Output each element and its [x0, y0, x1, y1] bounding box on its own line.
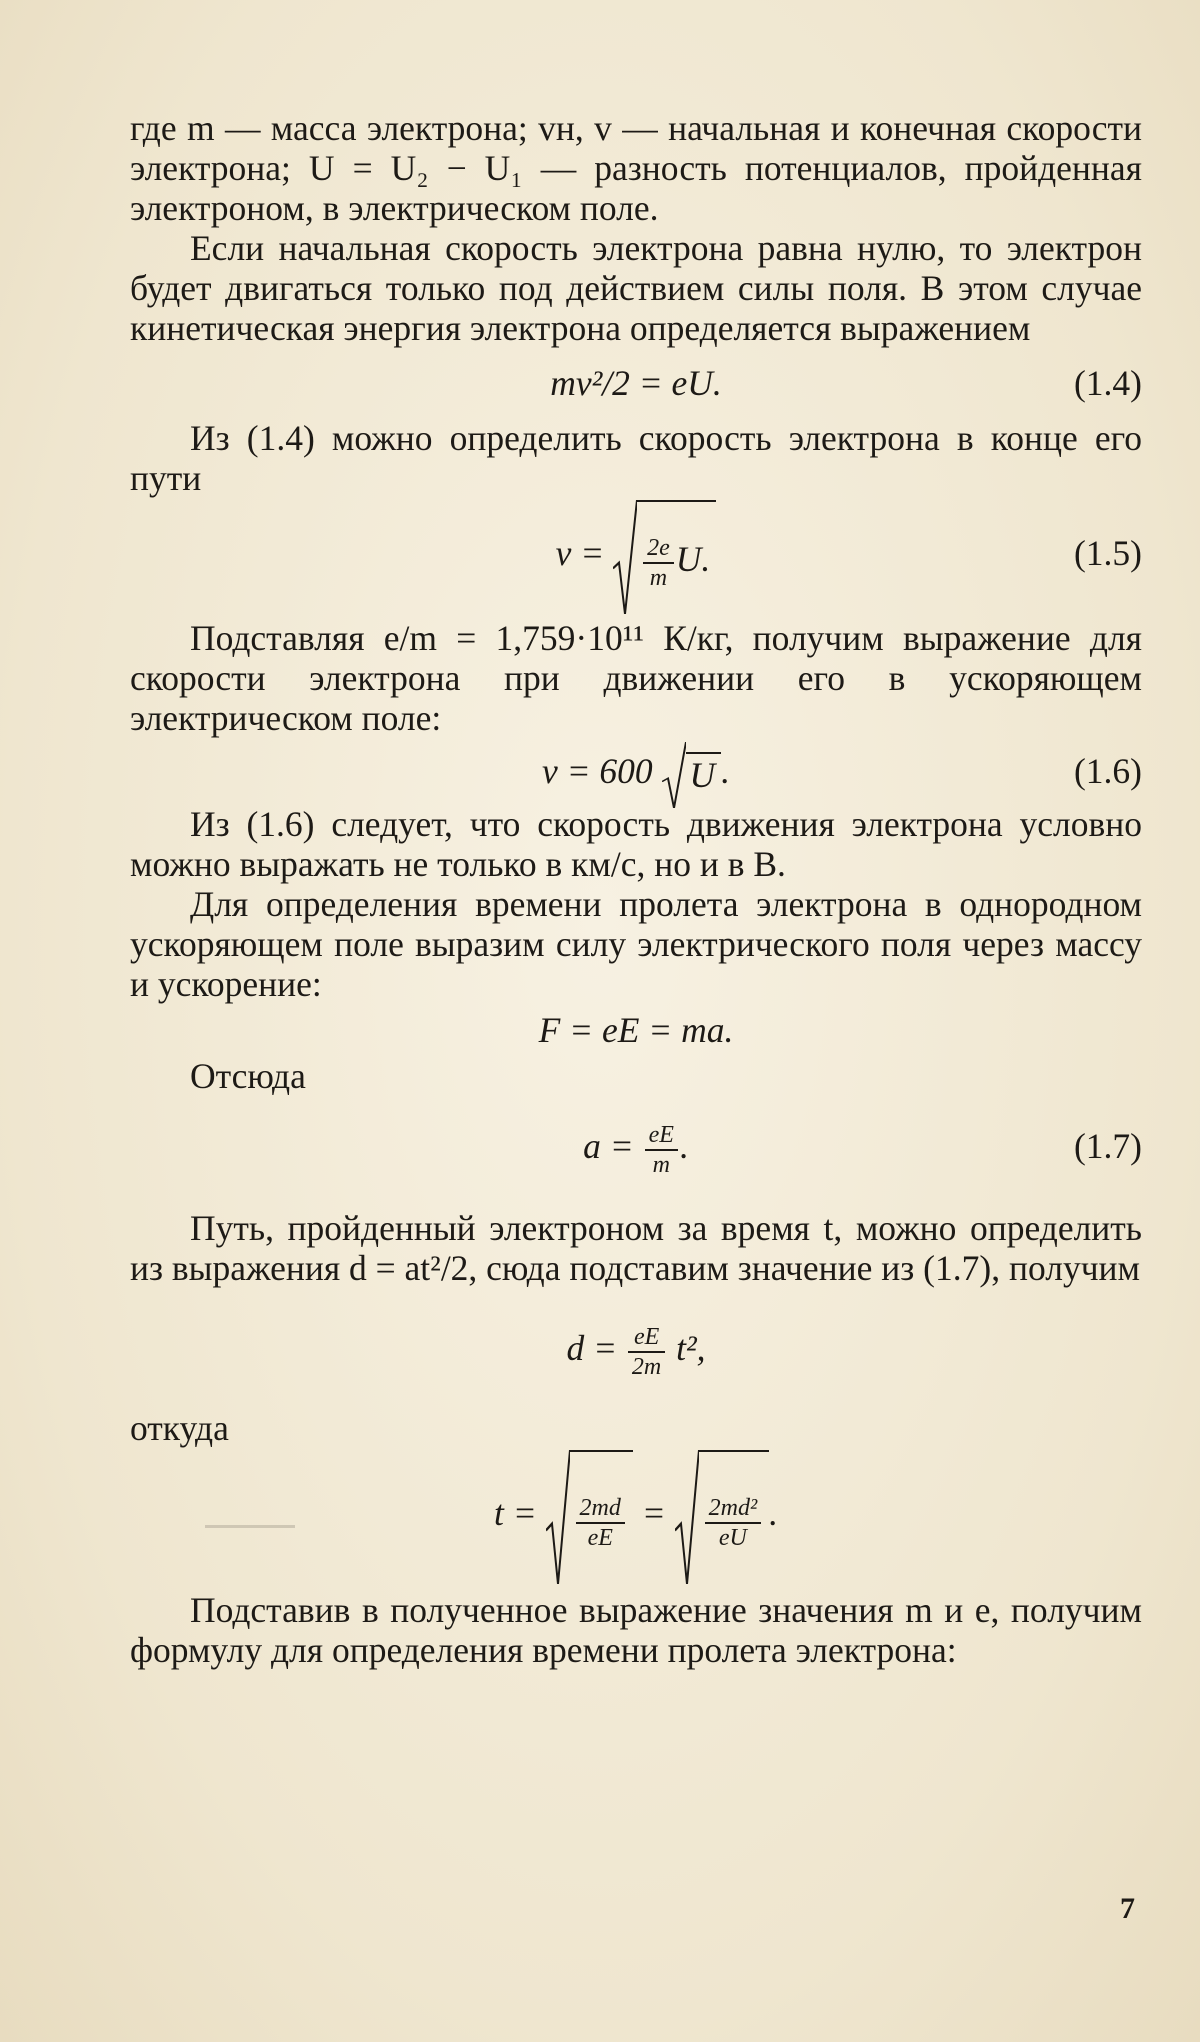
eqd-lhs: d = [566, 1328, 618, 1368]
eq17-lhs: a = [583, 1126, 634, 1166]
paragraph-2: Если начальная скорость электрона равна нулю, то электрон будет двигаться только под действием силы поля. В этом случае кинетическая энергия электрона определяется выражением [130, 228, 1142, 348]
page-number: 7 [1120, 1892, 1135, 1925]
paragraph-6: Для определения времени пролета электрона в однородном ускоряющем поле выразим силу электрического поля через массу и ускорение: [130, 884, 1142, 1004]
eqt-end: . [769, 1493, 779, 1533]
eqt-denominator-1: eE [587, 1524, 613, 1551]
eq15-numerator: 2e [643, 534, 674, 564]
eqt-lhs: t = [493, 1493, 537, 1533]
equation-1-4 [130, 348, 1142, 418]
radical-sign-icon [613, 500, 637, 614]
eqt-equals: = [641, 1493, 666, 1533]
equation-1-4-number: (1.4) [1073, 363, 1142, 403]
paragraph-4: Подставляя e/m = 1,759·10¹¹ К/кг, получим выражение для скорости электрона при движении его в ускоряющем электрическом поле: [130, 618, 1142, 738]
eqt-radical-2 [675, 1450, 770, 1584]
paragraph-8: Путь, пройденный электроном за время t, можно определить из выражения d = at²/2, сюда подставим значение из (1.7), получим [130, 1208, 1142, 1288]
equation-1-4-body: mv²/2 = eU. [550, 363, 722, 403]
eq15-radical [613, 500, 716, 614]
eq16-radical [662, 742, 722, 808]
equation-force-body: F = eE = ma. [538, 1010, 734, 1050]
eq15-lhs: v = [555, 533, 605, 573]
eqt-numerator-2: 2md² [705, 1494, 762, 1524]
eq15-denominator: m [649, 564, 668, 591]
equation-1-6 [130, 738, 1142, 804]
radical-sign-icon [546, 1450, 570, 1584]
eq15-rest: U. [675, 538, 711, 579]
eqd-denominator: 2m [631, 1353, 662, 1380]
text-column [130, 108, 1142, 1670]
equation-1-5 [130, 498, 1142, 608]
eq17-numerator: eE [645, 1121, 678, 1151]
eqt-numerator-1: 2md [576, 1494, 625, 1524]
paragraph-3: Из (1.4) можно определить скорость электрона в конце его пути [130, 418, 1142, 498]
equation-1-7-number: (1.7) [1073, 1126, 1142, 1166]
radical-sign-icon [662, 742, 686, 808]
eq17-end: . [679, 1126, 689, 1166]
equation-1-7 [130, 1096, 1142, 1196]
eq16-end: . [721, 751, 731, 791]
eqd-numerator: eE [628, 1323, 665, 1353]
equation-force [130, 1004, 1142, 1056]
paragraph-10: Подставив в полученное выражение значения m и e, получим формулу для определения времени пролета электрона: [130, 1590, 1142, 1670]
equation-time [130, 1448, 1142, 1578]
paragraph-7: Отсюда [190, 1056, 306, 1096]
equation-1-5-number: (1.5) [1073, 533, 1142, 573]
eq16-lhs: v = 600 [541, 751, 653, 791]
paragraph-1: где m — масса электрона; vн, v — начальная и конечная скорости электрона; U = U₂ − U₁ — разность потенциалов, пройденная электроном, в электрическом поле. [130, 108, 1142, 228]
eqt-denominator-2: eU [718, 1524, 747, 1551]
eq16-radicand: U [686, 752, 722, 794]
radical-sign-icon [675, 1450, 699, 1584]
equation-distance [130, 1288, 1142, 1408]
paragraph-9: откуда [130, 1408, 229, 1448]
pencil-stroke-mark [205, 1525, 295, 1528]
eqd-rest: t², [676, 1328, 706, 1368]
eqt-radical-1 [546, 1450, 633, 1584]
eq17-denominator: m [652, 1151, 670, 1178]
equation-1-6-number: (1.6) [1073, 751, 1142, 791]
paragraph-5: Из (1.6) следует, что скорость движения электрона условно можно выражать не только в км/с, но и в В. [130, 804, 1142, 884]
